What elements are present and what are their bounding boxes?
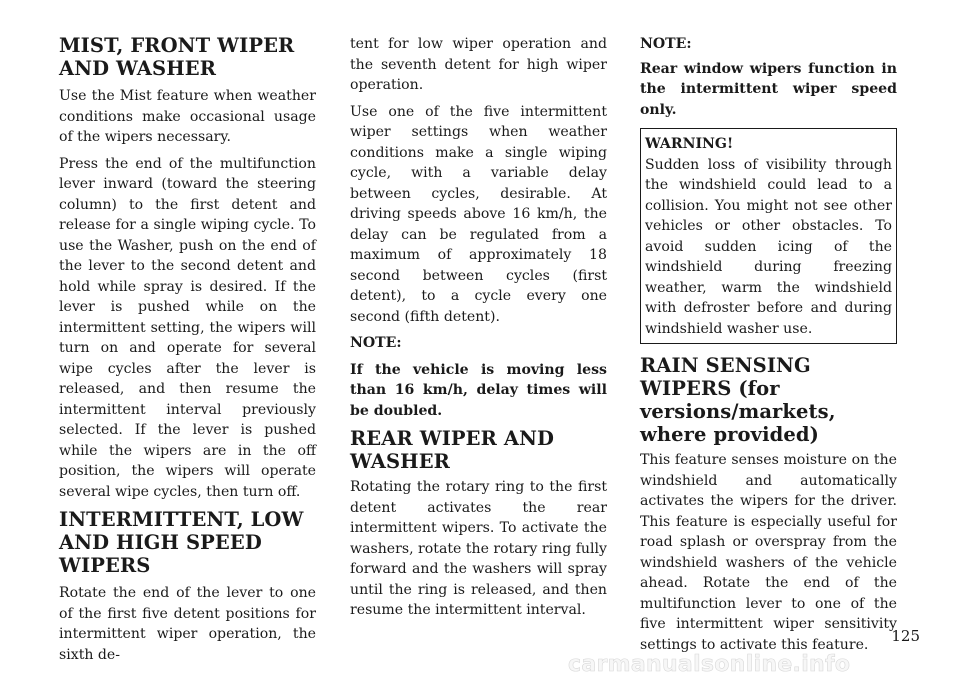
paragraph-mist-operation: Press the end of the multifunction lever inward (toward the steering column) to the first detent and release for a single wiping cycle. To use the Washer, push on the end of the lever to the second detent and hold while spray is desired. If the lever is pushed while on the intermittent setting, the wipers will turn on and operate for several wipe cycles after the lever is released, and then resume the intermittent interval previously selected. If the lever is pushed while the wipers are in the off position, the wipers will operate several wipe cycles, then turn off.: [59, 155, 316, 500]
paragraph-rear-wiper: Rotating the rotary ring to the first detent activates the rear intermittent wipers. To activate the washers, rotate the rotary ring fully forward and the washers will spray until the ring is released, and then resume the intermittent interval.: [350, 479, 607, 618]
section-heading-intermittent: INTERMITTENT, LOW AND HIGH SPEED WIPERS: [59, 508, 304, 577]
paragraph-mist-intro: Use the Mist feature when weather conditions make occasional usage of the wipers necessary.: [59, 88, 316, 145]
paragraph-intermittent-settings: Use one of the five intermittent wiper settings when weather conditions make a single wiping cycle, with a variable delay between cycles, desirable. At driving speeds above 16 km/h, the delay can be regulated from a maximum of approximately 18 second between cycles (first detent), to a cycle every one second (fifth detent).: [350, 103, 607, 325]
warning-label: WARNING!: [645, 136, 734, 152]
section-heading-mist: MIST, FRONT WIPER AND WASHER: [59, 34, 295, 80]
paragraph-rain-sensing: This feature senses moisture on the windshield and automatically activates the wipers for the driver. This feature is especially useful for road splash or overspray from the windshield washers of the vehicle ahead. Rotate the end of the multifunction lever to one of the five intermittent wiper sensitivity settings to activate this feature.: [640, 452, 897, 653]
note-label: NOTE:: [350, 335, 402, 351]
note-text-speed: If the vehicle is moving less than 16 km/h, delay times will be doubled.: [350, 361, 607, 419]
section-heading-rear-wiper: REAR WIPER AND WASHER: [350, 427, 554, 473]
column-middle: [350, 34, 607, 627]
paragraph-intermittent-cont: tent for low wiper operation and the seventh detent for high wiper operation.: [350, 36, 607, 93]
note-label-rear: NOTE:: [640, 36, 692, 52]
column-right: [640, 34, 897, 661]
note-text-rear: Rear window wipers function in the intermittent wiper speed only.: [640, 60, 897, 118]
column-left: [59, 34, 316, 671]
page-number: 125: [891, 627, 920, 645]
paragraph-intermittent-start: Rotate the end of the lever to one of the first five detent positions for intermittent wiper operation, the sixth de-: [59, 585, 316, 663]
warning-text: Sudden loss of visibility through the windshield could lead to a collision. You might not see other vehicles or other obstacles. To avoid sudden icing of the windshield during freezing weather, warm the windshield with defroster before and during windshield washer use.: [645, 156, 892, 337]
section-heading-rain-sensing: RAIN SENSING WIPERS (for versions/markets, where provided): [640, 354, 836, 446]
watermark-text: carmanualsonline.info: [568, 652, 851, 677]
warning-box: [640, 128, 897, 344]
